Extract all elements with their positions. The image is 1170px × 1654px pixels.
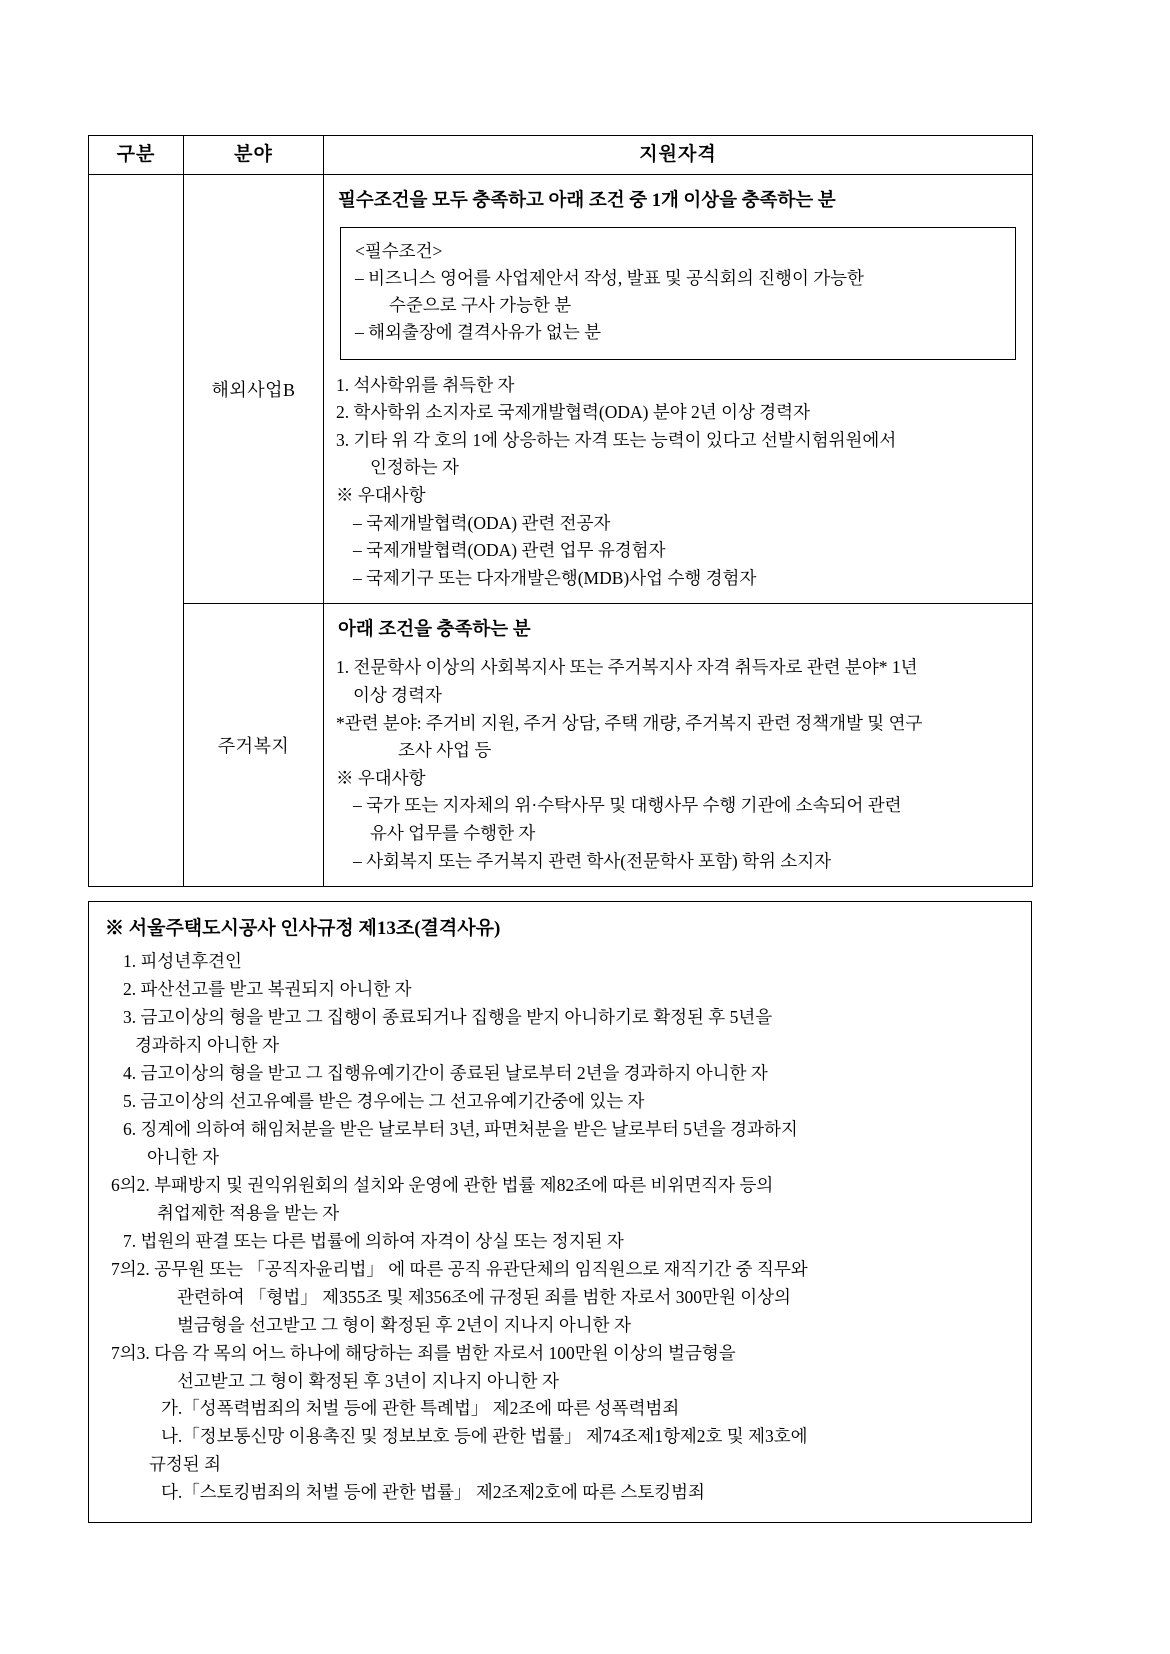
qualification-item: 2. 학사학위 소지자로 국제개발협력(ODA) 분야 2년 이상 경력자: [336, 402, 810, 423]
note-item: 2. 파산선고를 받고 복권되지 아니한 자: [123, 979, 412, 1000]
note-item: 3. 금고이상의 형을 받고 그 집행이 종료되거나 집행을 받지 아니하기로 확정된 후 5년을: [123, 1007, 773, 1028]
qualification-cell-housing-welfare: [324, 604, 1033, 887]
qualification-item: 1. 석사학위를 취득한 자: [336, 374, 515, 395]
table-header-row: [89, 136, 1033, 175]
required-conditions-heading: <필수조건>: [355, 241, 443, 262]
notes-title: ※ 서울주택도시공사 인사규정 제13조(결격사유): [105, 918, 501, 940]
preference-item: – 국가 또는 지자체의 위·수탁사무 및 대행사무 수행 기관에 소속되어 관련: [353, 795, 902, 816]
preference-item: – 사회복지 또는 주거복지 관련 학사(전문학사 포함) 학위 소지자: [353, 850, 832, 871]
preference-item-cont: 유사 업무를 수행한 자: [370, 823, 536, 844]
note-item-cont: 경과하지 아니한 자: [135, 1035, 279, 1056]
note-item: 6. 징계에 의하여 해임처분을 받은 날로부터 3년, 파면처분을 받은 날로부터 5년을 경과하지: [123, 1119, 798, 1140]
preference-item: – 국제개발협력(ODA) 관련 전공자: [353, 512, 611, 533]
qualification-table: [88, 135, 1033, 887]
preference-item: – 국제개발협력(ODA) 관련 업무 유경험자: [353, 540, 666, 561]
note-item-cont: 아니한 자: [147, 1147, 219, 1168]
note-item-cont: 관련하여 「형법」 제355조 및 제356조에 규정된 죄를 범한 자로서 300만원 이상의: [177, 1286, 791, 1307]
disqualification-notes-box: [88, 901, 1032, 1523]
note-item-cont: 선고받고 그 형이 확정된 후 3년이 지나지 아니한 자: [177, 1370, 559, 1391]
gubun-cell-empty: [89, 175, 184, 887]
preference-heading: ※ 우대사항: [336, 484, 426, 505]
header-gubun: 구분: [89, 136, 184, 175]
related-field-note: *관련 분야: 주거비 지원, 주거 상담, 주택 개량, 주거복지 관련 정책개발 및 연구: [336, 712, 923, 733]
note-item: 6의2. 부패방지 및 권익위원회의 설치와 운영에 관한 법률 제82조에 따른 비위면직자 등의: [111, 1174, 774, 1195]
qualification-item: 1. 전문학사 이상의 사회복지사 또는 주거복지사 자격 취득자로 관련 분야* 1년: [336, 657, 918, 678]
related-field-note-cont: 조사 사업 등: [398, 740, 492, 761]
qualification-cell-overseas: [324, 175, 1033, 604]
qualification-item-cont: 인정하는 자: [370, 457, 459, 478]
note-subitem: 다.「스토킹범죄의 처벌 등에 관한 법률」 제2조제2호에 따른 스토킹범죄: [161, 1482, 705, 1503]
preference-item: – 국제기구 또는 다자개발은행(MDB)사업 수행 경험자: [353, 567, 757, 588]
table-row: [89, 175, 1033, 604]
required-condition-line: – 해외출장에 결격사유가 없는 분: [355, 322, 602, 343]
qualification-item-cont: 이상 경력자: [353, 685, 442, 706]
header-jagyeok: 지원자격: [324, 136, 1033, 175]
required-condition-line-cont: 수준으로 구사 가능한 분: [389, 295, 572, 316]
qualification-title: 아래 조건을 충족하는 분: [338, 620, 531, 641]
field-cell-housing-welfare: 주거복지: [184, 604, 324, 887]
note-subitem: 가.「성폭력범죄의 처벌 등에 관한 특례법」 제2조에 따른 성폭력범죄: [161, 1398, 680, 1419]
note-item: 5. 금고이상의 선고유예를 받은 경우에는 그 선고유예기간중에 있는 자: [123, 1091, 645, 1112]
qualification-title: 필수조건을 모두 충족하고 아래 조건 중 1개 이상을 충족하는 분: [338, 191, 836, 211]
field-cell-overseas: 해외사업B: [184, 175, 324, 604]
header-bunya: 분야: [184, 136, 324, 175]
note-item: 1. 피성년후견인: [123, 951, 242, 972]
note-item: 7의3. 다음 각 목의 어느 하나에 해당하는 죄를 범한 자로서 100만원 이상의 벌금형을: [111, 1342, 736, 1363]
required-condition-line: – 비즈니스 영어를 사업제안서 작성, 발표 및 공식회의 진행이 가능한: [355, 268, 864, 289]
note-item: 4. 금고이상의 형을 받고 그 집행유예기간이 종료된 날로부터 2년을 경과하지 아니한 자: [123, 1063, 768, 1084]
note-item-cont: 벌금형을 선고받고 그 형이 확정된 후 2년이 지나지 아니한 자: [177, 1314, 631, 1335]
note-subitem-cont: 규정된 죄: [149, 1454, 221, 1475]
note-item: 7의2. 공무원 또는 「공직자윤리법」 에 따른 공직 유관단체의 임직원으로 재직기간 중 직무와: [111, 1258, 808, 1279]
note-item: 7. 법원의 판결 또는 다른 법률에 의하여 자격이 상실 또는 정지된 자: [123, 1230, 624, 1251]
preference-heading: ※ 우대사항: [336, 767, 426, 788]
note-subitem: 나.「정보통신망 이용촉진 및 정보보호 등에 관한 법률」 제74조제1항제2호 및 제3호에: [161, 1426, 808, 1447]
document-page: [88, 135, 1032, 1523]
qualification-item: 3. 기타 위 각 호의 1에 상응하는 자격 또는 능력이 있다고 선발시험위원에서: [336, 429, 897, 450]
required-conditions-box: [340, 227, 1016, 360]
note-item-cont: 취업제한 적용을 받는 자: [157, 1202, 340, 1223]
table-row: [89, 604, 1033, 887]
